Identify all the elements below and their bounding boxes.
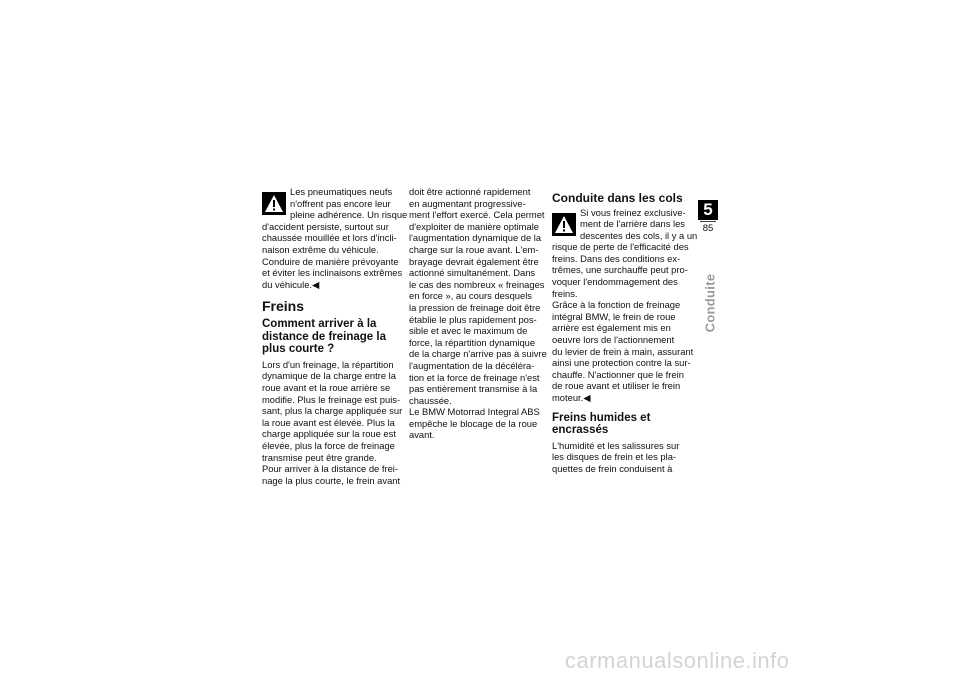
body-line: charge appliquée sur la roue est bbox=[262, 428, 396, 440]
body-line: Lors d'un freinage, la répartition bbox=[262, 358, 394, 370]
warning-text-line: chauffe. N'actionner que le frein bbox=[552, 368, 684, 380]
heading-conduite-cols: Conduite dans les cols bbox=[552, 191, 683, 205]
page-number: 85 bbox=[702, 223, 714, 234]
body-line: l'augmentation dynamique de la bbox=[409, 232, 542, 244]
body-line: actionné simultanément. Dans bbox=[409, 267, 536, 279]
heading-freins: Freins bbox=[262, 298, 305, 315]
body-line: roue avant et la roue arrière se bbox=[262, 382, 391, 394]
body-line: Le BMW Motorrad Integral ABS bbox=[409, 406, 540, 418]
body-line: établie le plus rapidement pos- bbox=[409, 313, 537, 325]
body-line: sible et avec le maximum de bbox=[409, 325, 528, 337]
body-line: sant, plus la charge appliquée sur bbox=[262, 405, 403, 417]
body-line: chaussée. bbox=[409, 394, 452, 406]
warning-text-line: du véhicule.◀ bbox=[262, 278, 320, 290]
body-line: la pression de freinage doit être bbox=[409, 301, 541, 313]
body-line: modifie. Plus le freinage est puis- bbox=[262, 393, 401, 405]
warning-text-line: intégral BMW, le frein de roue bbox=[552, 310, 676, 322]
warning-text-line: Conduire de manière prévoyante bbox=[262, 255, 399, 267]
warning-text-line: trêmes, une surchauffe peut pro- bbox=[552, 264, 688, 276]
warning-text-line: descentes des cols, il y a un bbox=[580, 229, 698, 241]
warning-text-line: voquer l'endommagement des bbox=[552, 276, 678, 288]
body-line: nage la plus courte, le frein avant bbox=[262, 474, 401, 486]
body-line: d'exploiter de manière optimale bbox=[409, 220, 539, 232]
body-line: de la charge n'arrive pas à suivre bbox=[409, 348, 547, 360]
warning-text-line: freins. Dans des conditions ex- bbox=[552, 252, 681, 264]
body-line: charge sur la roue avant. L'em- bbox=[409, 243, 539, 255]
warning-text-line: Grâce à la fonction de freinage bbox=[552, 299, 681, 311]
warning-text-line: risque de perte de l'efficacité des bbox=[552, 241, 689, 253]
warning-icon bbox=[552, 213, 576, 236]
warning-icon bbox=[262, 192, 286, 215]
warning-text-line: et éviter les inclinaisons extrêmes bbox=[262, 267, 403, 279]
body-line: en force », au cours desquels bbox=[409, 290, 532, 302]
watermark: carmanualsonline.info bbox=[565, 648, 790, 673]
body-line: transmise peut être grande. bbox=[262, 451, 377, 463]
subheading-line: plus courte ? bbox=[262, 343, 335, 356]
body-line: la roue avant est élevée. Plus la bbox=[262, 416, 395, 428]
warning-text-line: Si vous freinez exclusive- bbox=[580, 206, 686, 218]
subheading-line: Comment arriver à la bbox=[262, 318, 377, 331]
body-line: doit être actionné rapidement bbox=[409, 186, 531, 197]
body-line: force, la répartition dynamique bbox=[409, 336, 536, 348]
warning-text-line: d'accident persiste, surtout sur bbox=[262, 220, 389, 232]
body-line: quettes de frein conduisent à bbox=[552, 462, 673, 474]
column-2 bbox=[409, 186, 551, 441]
warning-text-line: naison extrême du véhicule. bbox=[262, 243, 379, 255]
body-line: empêche le blocage de la roue bbox=[409, 417, 538, 429]
warning-text-line: pleine adhérence. Un risque bbox=[290, 209, 408, 221]
section-label: Conduite bbox=[702, 273, 718, 333]
warning-text-line: arrière est également mis en bbox=[552, 322, 671, 334]
body-line: L'humidité et les salissures sur bbox=[552, 439, 680, 451]
warning-text-line: freins. bbox=[552, 287, 578, 299]
subheading-line: distance de freinage la bbox=[262, 330, 386, 343]
body-line: les disques de frein et les pla- bbox=[552, 451, 677, 463]
subheading-line: Freins humides et bbox=[552, 411, 651, 424]
warning-text-line: moteur.◀ bbox=[552, 392, 591, 403]
body-line: en augmentant progressive- bbox=[409, 197, 526, 209]
body-line: dynamique de la charge entre la bbox=[262, 370, 396, 382]
warning-text-line: ainsi une protection contre la sur- bbox=[552, 357, 691, 369]
column-3 bbox=[552, 186, 698, 474]
body-line: tion et la force de freinage n'est bbox=[409, 371, 540, 383]
body-line: avant. bbox=[409, 429, 435, 441]
body-line: Pour arriver à la distance de frei- bbox=[262, 463, 398, 475]
warning-text-line: du levier de frein à main, assurant bbox=[552, 345, 694, 357]
body-line: ment l'effort exercé. Cela permet bbox=[409, 209, 545, 221]
warning-text-line: ment de l'arrière dans les bbox=[580, 218, 685, 230]
body-line: élevée, plus la force de freinage bbox=[262, 440, 395, 451]
warning-text-line: n'offrent pas encore leur bbox=[290, 197, 391, 209]
divider bbox=[700, 221, 716, 222]
body-line: brayage devrait également être bbox=[409, 255, 539, 267]
warning-text-line: oeuvre lors de l'actionnement bbox=[552, 334, 675, 346]
warning-text-line: de roue avant et utiliser le frein bbox=[552, 380, 681, 392]
column-1 bbox=[262, 186, 408, 486]
warning-text-line: Les pneumatiques neufs bbox=[290, 186, 393, 197]
warning-text-line: chaussée mouillée et lors d'incli- bbox=[262, 232, 397, 244]
subheading-line: encrassés bbox=[552, 424, 609, 437]
body-line: pas entièrement transmise à la bbox=[409, 383, 538, 395]
body-line: l'augmentation de la décéléra- bbox=[409, 359, 535, 371]
body-line: le cas des nombreux « freinages bbox=[409, 278, 545, 290]
chapter-number-tab: 5 bbox=[698, 200, 718, 220]
